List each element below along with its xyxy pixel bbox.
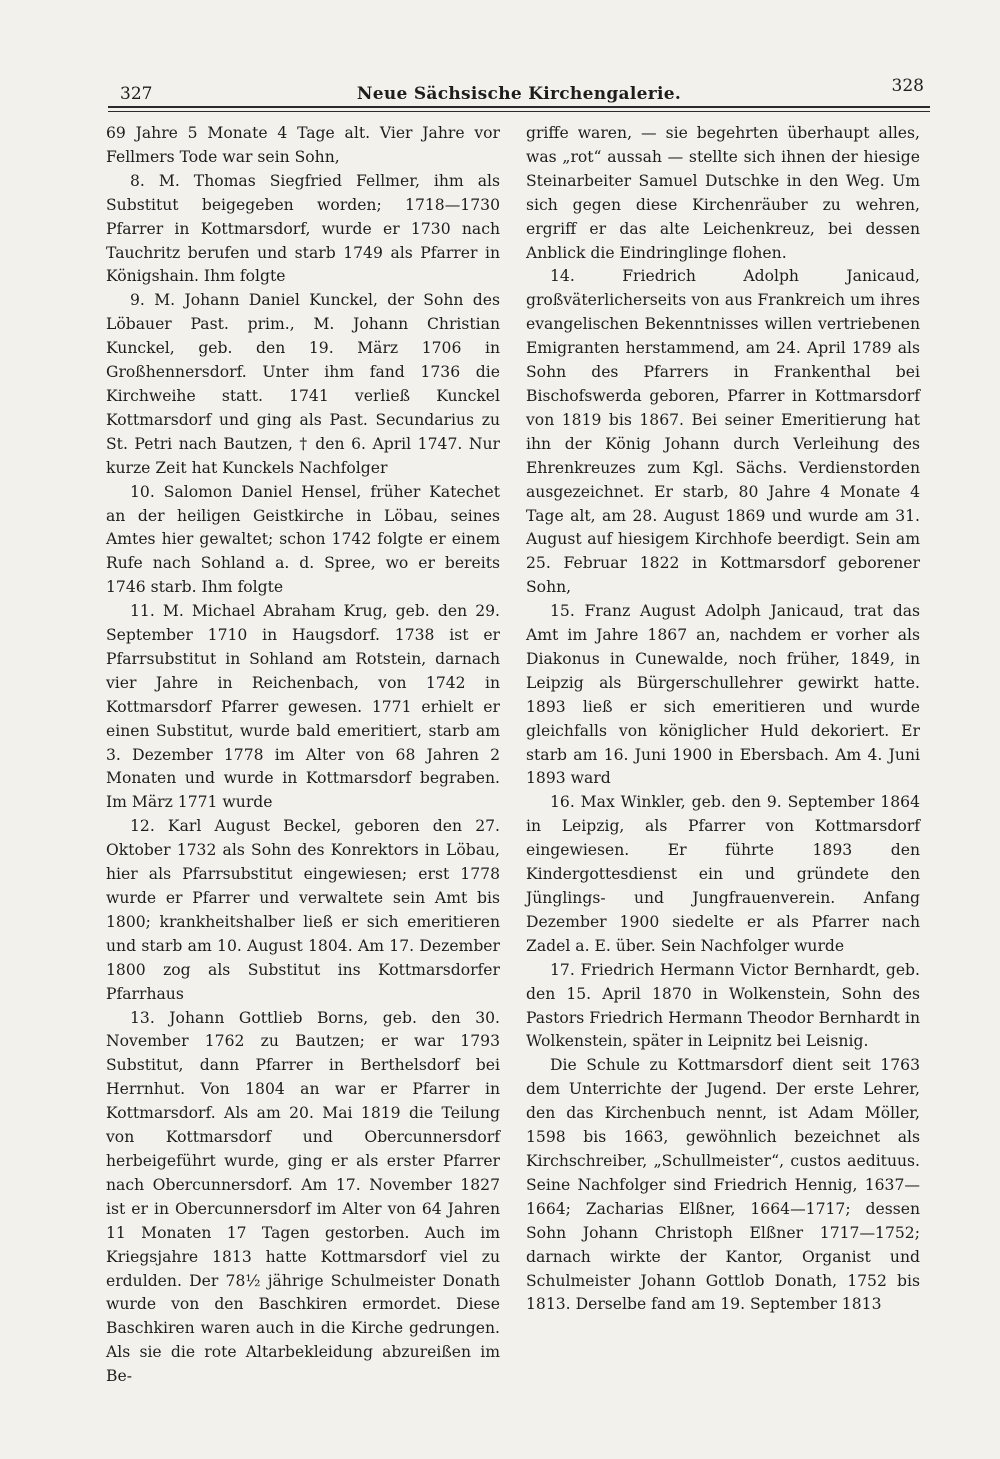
paragraph: 15. Franz August Adolph Janicaud, trat das Amt im Jahre 1867 an, nachdem er vorher als Diakonus in Cunewalde, noch früher, 1849, in Leipzig als Bürgerschullehrer gewirkt hatte. 1893 ließ er sich emeritieren und wurde gleichfalls von königlicher Huld dekoriert. Er starb am 16. Juni 1900 in Ebersbach. Am 4. Juni 1893 ward: [526, 602, 920, 788]
page-number-left: 327: [120, 84, 153, 104]
paragraph: 11. M. Michael Abraham Krug, geb. den 29. September 1710 in Haugsdorf. 1738 ist er Pfarrsubstitut in Sohland am Rotstein, darnach vier Jahre in Reichenbach, von 1742 in Kottmarsdorf Pfarrer gewesen. 1771 erhielt er einen Substitut, wurde bald emeritiert, starb am 3. Dezember 1778 im Alter von 68 Jahren 2 Monaten und wurde in Kottmarsdorf begraben. Im März 1771 wurde: [106, 602, 500, 812]
left-column: [106, 122, 500, 1389]
paragraph: 8. M. Thomas Siegfried Fellmer, ihm als Substitut beigegeben worden; 1718—1730 Pfarrer in Kottmarsdorf, wurde er 1730 nach Tauchritz berufen und starb 1749 als Pfarrer in Königshain. Ihm folgte: [106, 171, 500, 286]
header-rule-thin: [108, 111, 930, 112]
header-rule-thick: [108, 106, 930, 108]
running-title: Neue Sächsische Kirchengalerie.: [356, 84, 682, 104]
paragraph: 10. Salomon Daniel Hensel, früher Katechet an der heiligen Geistkirche in Löbau, seines Amtes hier gewaltet; schon 1742 folgte er einem Rufe nach Sohland a. d. Spree, wo er bereits 1746 starb. Ihm folgte: [106, 482, 500, 597]
paragraph: griffe waren, — sie begehrten überhaupt alles, was „rot“ aussah — stellte sich ihnen der hiesige Steinarbeiter Samuel Dutschke in den Weg. Um sich gegen diese Kirchenräuber zu wehren, ergriff er das alte Leichenkreuz, bei dessen Anblick die Eindringlinge flohen.: [526, 124, 920, 262]
page-header: [108, 76, 930, 106]
right-column: [526, 122, 920, 1317]
page-number-right: 328: [891, 76, 924, 96]
paragraph: 12. Karl August Beckel, geboren den 27. Oktober 1732 als Sohn des Konrektors in Löbau, hier als Pfarrsubstitut eingewiesen; erst 1778 wurde er Pfarrer und verwaltete sein Amt bis 1800; krankheitshalber ließ er sich emeritieren und starb am 10. August 1804. Am 17. Dezember 1800 zog als Substitut ins Kottmarsdorfer Pfarrhaus: [106, 817, 500, 1003]
paragraph: 17. Friedrich Hermann Victor Bernhardt, geb. den 15. April 1870 in Wolkenstein, Sohn des Pastors Friedrich Hermann Theodor Bernhardt in Wolkenstein, später in Leipnitz bei Leisnig.: [526, 960, 920, 1051]
paragraph: 13. Johann Gottlieb Borns, geb. den 30. November 1762 zu Bautzen; er war 1793 Substitut, dann Pfarrer in Berthelsdorf bei Herrnhut. Von 1804 an war er Pfarrer in Kottmarsdorf. Als am 20. Mai 1819 die Teilung von Kottmarsdorf und Obercunnersdorf herbeigeführt wurde, ging er als erster Pfarrer nach Obercunnersdorf. Am 17. November 1827 ist er in Obercunnersdorf im Alter von 64 Jahren 11 Monaten 17 Tagen gestorben. Auch im Kriegsjahre 1813 hatte Kottmarsdorf viel zu erdulden. Der 78½ jährige Schulmeister Donath wurde von den Baschkiren ermordet. Diese Baschkiren waren auch in die Kirche gedrungen. Als sie die rote Altarbekleidung abzureißen im Be-: [106, 1008, 500, 1386]
paragraph: 14. Friedrich Adolph Janicaud, großväterlicherseits von aus Frankreich um ihres evangelischen Bekenntnisses willen vertriebenen Emigranten herstammend, am 24. April 1789 als Sohn des Pfarrers in Frankenthal bei Bischofswerda geboren, Pfarrer in Kottmarsdorf von 1819 bis 1867. Bei seiner Emeritierung hat ihn der König Johann durch Verleihung des Ehrenkreuzes zum Kgl. Sächs. Verdienstorden ausgezeichnet. Er starb, 80 Jahre 4 Monate 4 Tage alt, am 28. August 1869 und wurde am 31. August auf hiesigem Kirchhofe beerdigt. Sein am 25. Februar 1822 in Kottmarsdorf geborener Sohn,: [526, 267, 920, 597]
paragraph: 9. M. Johann Daniel Kunckel, der Sohn des Löbauer Past. prim., M. Johann Christian Kunckel, geb. den 19. März 1706 in Großhennersdorf. Unter ihm fand 1736 die Kirchweihe statt. 1741 verließ Kunckel Kottmarsdorf und ging als Past. Secundarius zu St. Petri nach Bautzen, † den 6. April 1747. Nur kurze Zeit hat Kunckels Nachfolger: [106, 291, 500, 477]
paragraph: 69 Jahre 5 Monate 4 Tage alt. Vier Jahre vor Fellmers Tode war sein Sohn,: [106, 124, 500, 166]
paragraph: 16. Max Winkler, geb. den 9. September 1864 in Leipzig, als Pfarrer von Kottmarsdorf eingewiesen. Er führte 1893 den Kindergottesdienst ein und gründete den Jünglings- und Jungfrauenverein. Anfang Dezember 1900 siedelte er als Pfarrer nach Zadel a. E. über. Sein Nachfolger wurde: [526, 793, 920, 955]
paragraph: Die Schule zu Kottmarsdorf dient seit 1763 dem Unterrichte der Jugend. Der erste Lehrer, den das Kirchenbuch nennt, ist Adam Möller, 1598 bis 1663, gewöhnlich bezeichnet als Kirchschreiber, „Schullmeister“, custos aedituus. Seine Nachfolger sind Friedrich Hennig, 1637—1664; Zacharias Elßner, 1664—1717; dessen Sohn Johann Christoph Elßner 1717—1752; darnach wirkte der Kantor, Organist und Schulmeister Johann Gottlob Donath, 1752 bis 1813. Derselbe fand am 19. September 1813: [526, 1056, 920, 1314]
